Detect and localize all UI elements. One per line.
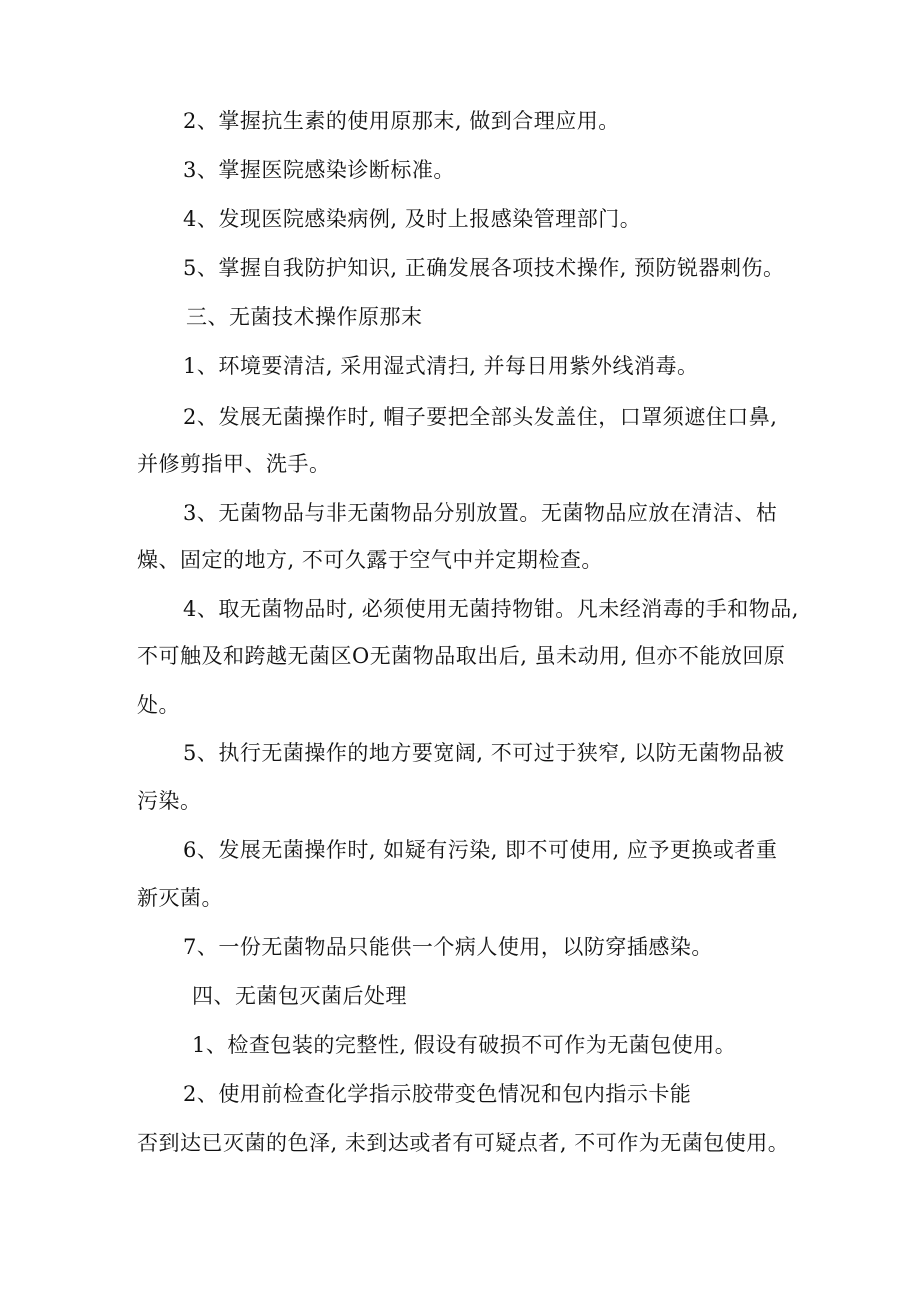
paragraph-line: 3、无菌物品与非无菌物品分别放置。无菌物品应放在清洁、枯 <box>183 501 778 525</box>
paragraph-line: 4、取无菌物品时, 必须使用无菌持物钳。凡未经消毒的手和物品, <box>183 597 799 621</box>
paragraph-line: 燥、固定的地方, 不可久露于空气中并定期检查。 <box>137 548 603 572</box>
paragraph-line: 新灭菌。 <box>137 886 223 910</box>
paragraph-line: 3、掌握医院感染诊断标准。 <box>183 158 455 182</box>
paragraph-line: 4、发现医院感染病例, 及时上报感染管理部门。 <box>183 207 642 231</box>
paragraph-line: 2、发展无菌操作时, 帽子要把全部头发盖住，口罩须遮住口鼻, <box>183 405 778 429</box>
section-heading: 四、无菌包灭菌后处理 <box>192 984 407 1008</box>
paragraph-line: 处。 <box>137 693 180 717</box>
paragraph-line: 污染。 <box>137 789 202 813</box>
paragraph-line: 2、掌握抗生素的使用原那末, 做到合理应用。 <box>183 109 620 133</box>
paragraph-line: 2、使用前检查化学指示胶带变色情况和包内指示卡能 <box>183 1082 692 1106</box>
paragraph-line: 5、掌握自我防护知识, 正确发展各项技术操作, 预防锐器刺伤。 <box>183 256 785 280</box>
paragraph-line: 不可触及和跨越无菌区O无菌物品取出后, 虽未动用, 但亦不能放回原 <box>137 644 786 668</box>
paragraph-line: 否到达已灭菌的色泽, 未到达或者有可疑点者, 不可作为无菌包使用。 <box>137 1131 790 1155</box>
paragraph-line: 7、一份无菌物品只能供一个病人使用，以防穿插感染。 <box>183 935 713 959</box>
section-heading: 三、无菌技术操作原那末 <box>186 305 423 329</box>
paragraph-line: 5、执行无菌操作的地方要宽阔, 不可过于狭窄, 以防无菌物品被 <box>183 741 785 765</box>
paragraph-line: 1、检查包装的完整性, 假设有破损不可作为无菌包使用。 <box>192 1033 737 1057</box>
paragraph-line: 6、发展无菌操作时, 如疑有污染, 即不可使用, 应予更换或者重 <box>183 838 778 862</box>
paragraph-line: 并修剪指甲、洗手。 <box>137 452 331 476</box>
paragraph-line: 1、环境要清洁, 采用湿式清扫, 并每日用紫外线消毒。 <box>183 354 699 378</box>
